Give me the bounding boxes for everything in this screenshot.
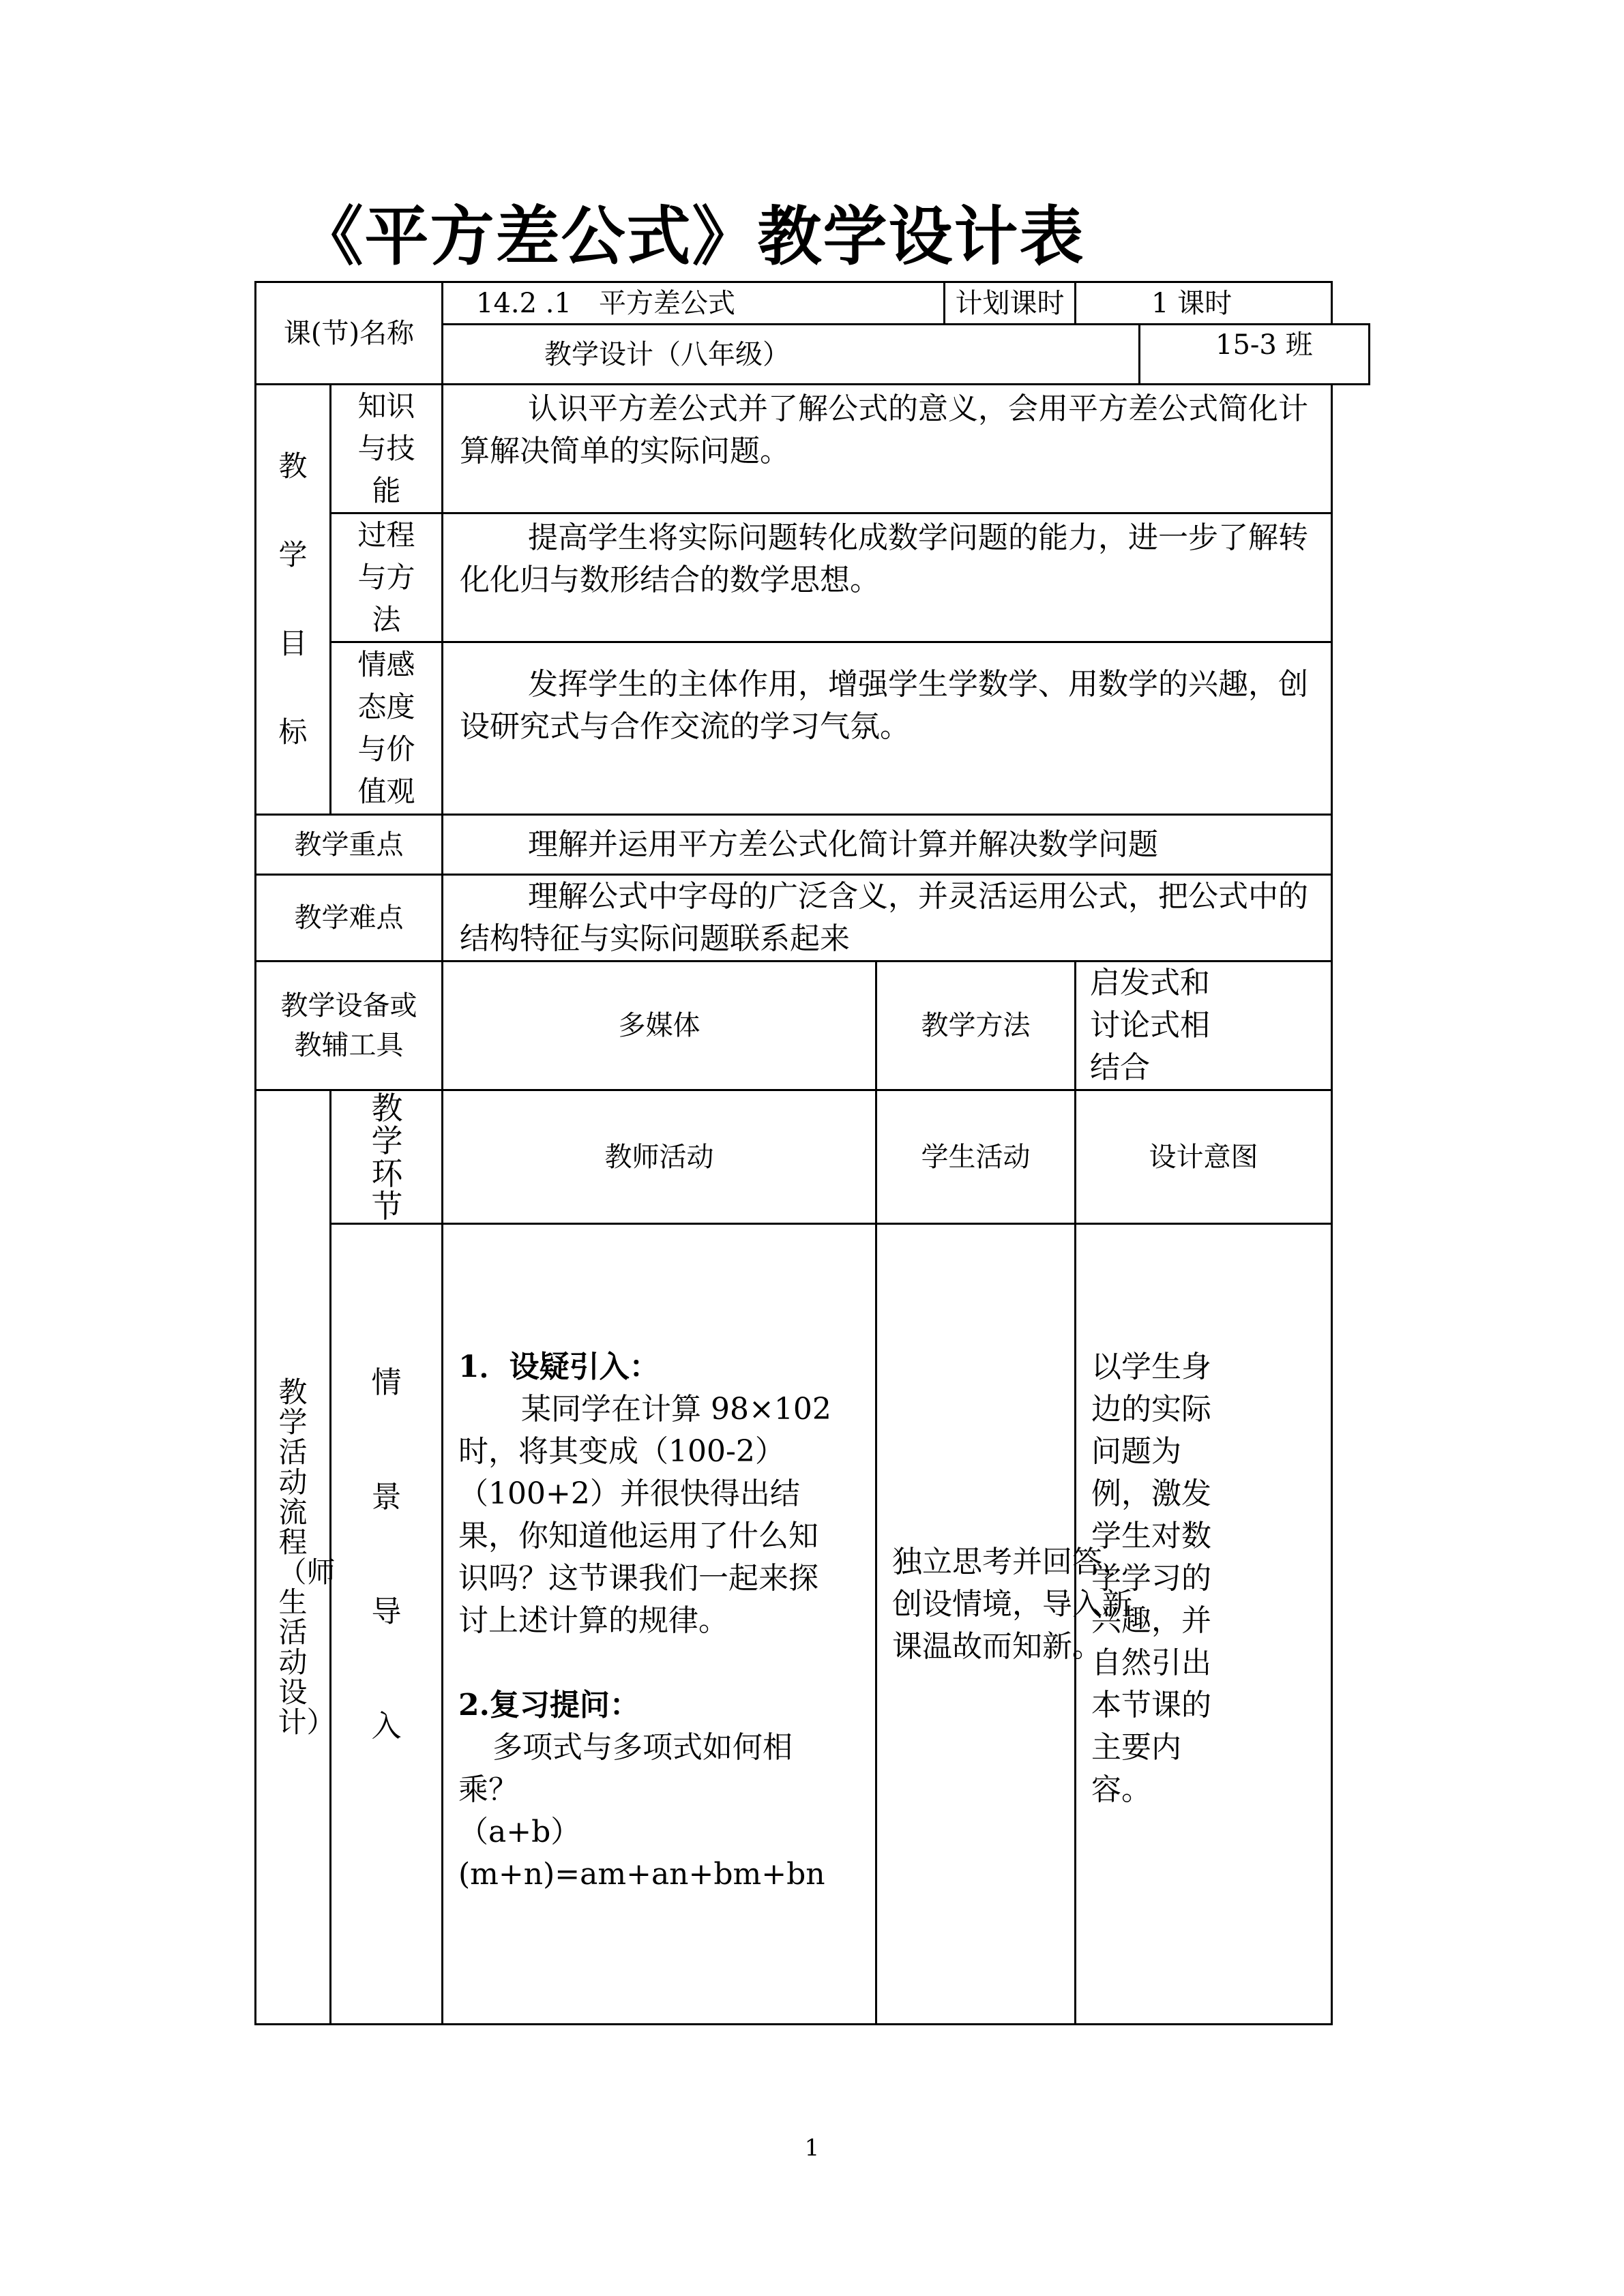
equipment-value: 多媒体 [443,961,876,1090]
teacher-activity-header: 教师活动 [443,1090,876,1224]
design-intent-header: 设计意图 [1076,1090,1332,1224]
method-value: 启发式和 讨论式相 结合 [1076,961,1332,1090]
objective-text-knowledge: 认识平方差公式并了解公式的意义，会用平方差公式简化计算解决简单的实际问题。 [443,385,1332,513]
key-point-text: 理解并运用平方差公式化简计算并解决数学问题 [443,815,1332,875]
objective-text-emotion: 发挥学生的主体作用，增强学生学数学、用数学的兴趣，创设研究式与合作交流的学习气氛。 [443,642,1332,815]
method-label: 教学方法 [876,961,1076,1090]
equipment-label: 教学设备或 教辅工具 [256,961,443,1090]
page-title: 《平方差公式》教学设计表 [299,200,1085,274]
page-number: 1 [804,2134,820,2162]
plan-value-cell: 1 课时 [1076,282,1332,325]
design-label-cell: 教学设计（八年级） [443,325,1140,385]
course-label-cell: 课(节)名称 [256,282,443,385]
student-activity-header: 学生活动 [876,1090,1076,1224]
difficulty-label: 教学难点 [256,875,443,961]
lesson-design-table [254,281,1370,2025]
objective-label-knowledge: 知识 与技 能 [331,385,443,513]
design-intent-content: 以学生身 边的实际 问题为 例，激发 学生对数 学学习的 兴趣，并 自然引出 本节课的 主要内 容。 [1076,1224,1332,2025]
difficulty-text: 理解公式中字母的广泛含义，并灵活运用公式，把公式中的结构特征与实际问题联系起来 [443,875,1332,961]
student-activity-content: 独立思考并回答， 创设情境，导入新 课温故而知新。 [876,1224,1076,2025]
teacher-activity-content: 1．设疑引入： 某同学在计算 98×102 时，将其变成（100-2） （100+2）并很快得出结 果，你知道他运用了什么知 识吗？这节课我们一起来探 讨上述计算的规律。 2.复习提问： 多项式与多项式如何相 乘？ （a+b） (m+n)=am+an+bm+bn [443,1224,876,2025]
objective-label-process: 过程 与方 法 [331,513,443,642]
objective-text-process: 提高学生将实际问题转化成数学问题的能力，进一步了解转化化归与数形结合的数学思想。 [443,513,1332,642]
objectives-label: 教 学 目 标 [256,385,331,815]
plan-label-cell: 计划课时 [945,282,1076,325]
course-name-cell: 14.2 .1 平方差公式 [443,282,945,325]
stage-situation-intro: 情 景 导 入 [331,1224,443,2025]
key-point-label: 教学重点 [256,815,443,875]
objective-label-emotion: 情感 态度 与价 值观 [331,642,443,815]
class-value-cell: 15-3 班 [1140,325,1370,385]
stage-header: 教学环节 [331,1090,443,1224]
activity-side-label: 教学活动流程（师生活动设计） [256,1090,331,2025]
